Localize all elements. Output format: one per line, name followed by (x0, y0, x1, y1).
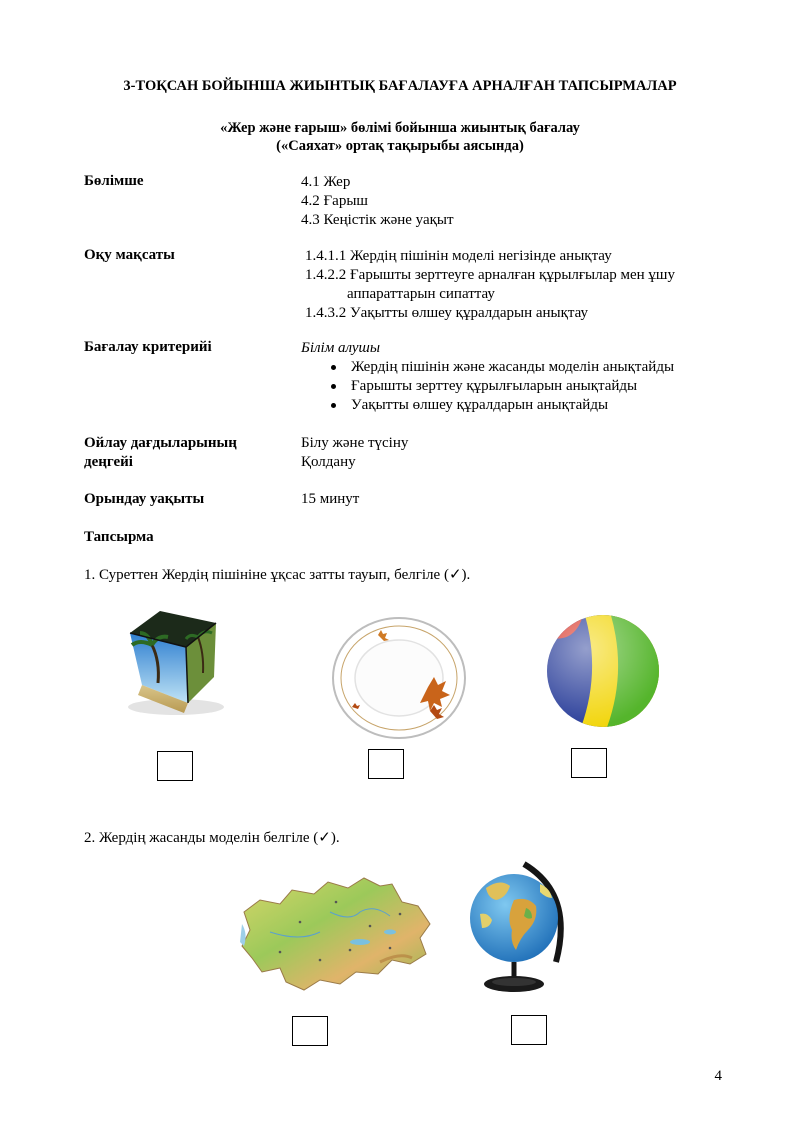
page-title: 3-ТОҚСАН БОЙЫНША ЖИЫНТЫҚ БАҒАЛАУҒА АРНАЛҒАН ТАПСЫРМАЛАР (123, 78, 677, 94)
thinking-levels (301, 434, 408, 472)
ball-icon (544, 612, 662, 730)
thinking-label-line: Ойлау дағдыларының (84, 435, 237, 451)
question-2: 2. Жердің жасанды моделін белгіле (✓). (84, 830, 340, 846)
answer-checkbox-plate[interactable] (368, 749, 404, 779)
criteria-item: Ғарышты зерттеу құрылғыларын анықтайды (301, 377, 674, 396)
answer-checkbox-map[interactable] (292, 1016, 328, 1046)
section-items (301, 173, 454, 230)
time-value: 15 минут (301, 491, 360, 507)
objective-item: 1.4.2.2 Ғарышты зерттеуге арналған құрылғылар мен ұшу (305, 267, 675, 283)
kazakhstan-map-icon (240, 872, 434, 998)
task-heading: Тапсырма (84, 529, 154, 545)
thinking-label-line: деңгейі (84, 454, 133, 470)
globe-icon (466, 858, 574, 996)
criteria-intro: Білім алушы (301, 340, 381, 356)
plate-icon (330, 615, 468, 741)
objectives-list (305, 247, 675, 323)
section-item: 4.2 Ғарыш (301, 193, 368, 209)
answer-checkbox-ball[interactable] (571, 748, 607, 778)
question-1: 1. Суреттен Жердің пішініне ұқсас затты тауып, белгіле (✓). (84, 567, 471, 583)
criteria-item: Уақытты өлшеу құралдарын анықтайды (301, 396, 674, 415)
answer-checkbox-cube[interactable] (157, 751, 193, 781)
section-label: Бөлімше (84, 173, 144, 189)
thinking-level: Білу және түсіну (301, 435, 409, 451)
photo-cube-icon (108, 603, 240, 721)
page-number: 4 (714, 1068, 722, 1084)
criteria-item: Жердің пішінін және жасанды моделін анықтайды (301, 358, 674, 377)
section-item: 4.1 Жер (301, 174, 351, 190)
section-item: 4.3 Кеңістік және уақыт (301, 212, 454, 228)
answer-checkbox-globe[interactable] (511, 1015, 547, 1045)
criteria-list (301, 358, 674, 415)
thinking-level: Қолдану (301, 454, 356, 470)
subtitle-line1: «Жер және ғарыш» бөлімі бойынша жиынтық бағалау (220, 120, 580, 136)
criteria-block (301, 339, 674, 415)
criteria-label: Бағалау критерийі (84, 339, 212, 355)
objective-item: 1.4.3.2 Уақытты өлшеу құралдарын анықтау (305, 305, 589, 321)
subtitle-line2: («Саяхат» ортақ тақырыбы аясында) (276, 138, 524, 154)
objective-item-continued: аппараттарын сипаттау (347, 286, 495, 302)
thinking-label (84, 434, 237, 472)
time-label: Орындау уақыты (84, 491, 205, 507)
objectives-label: Оқу мақсаты (84, 247, 175, 263)
objective-item: 1.4.1.1 Жердің пішінін моделі негізінде анықтау (305, 248, 612, 264)
